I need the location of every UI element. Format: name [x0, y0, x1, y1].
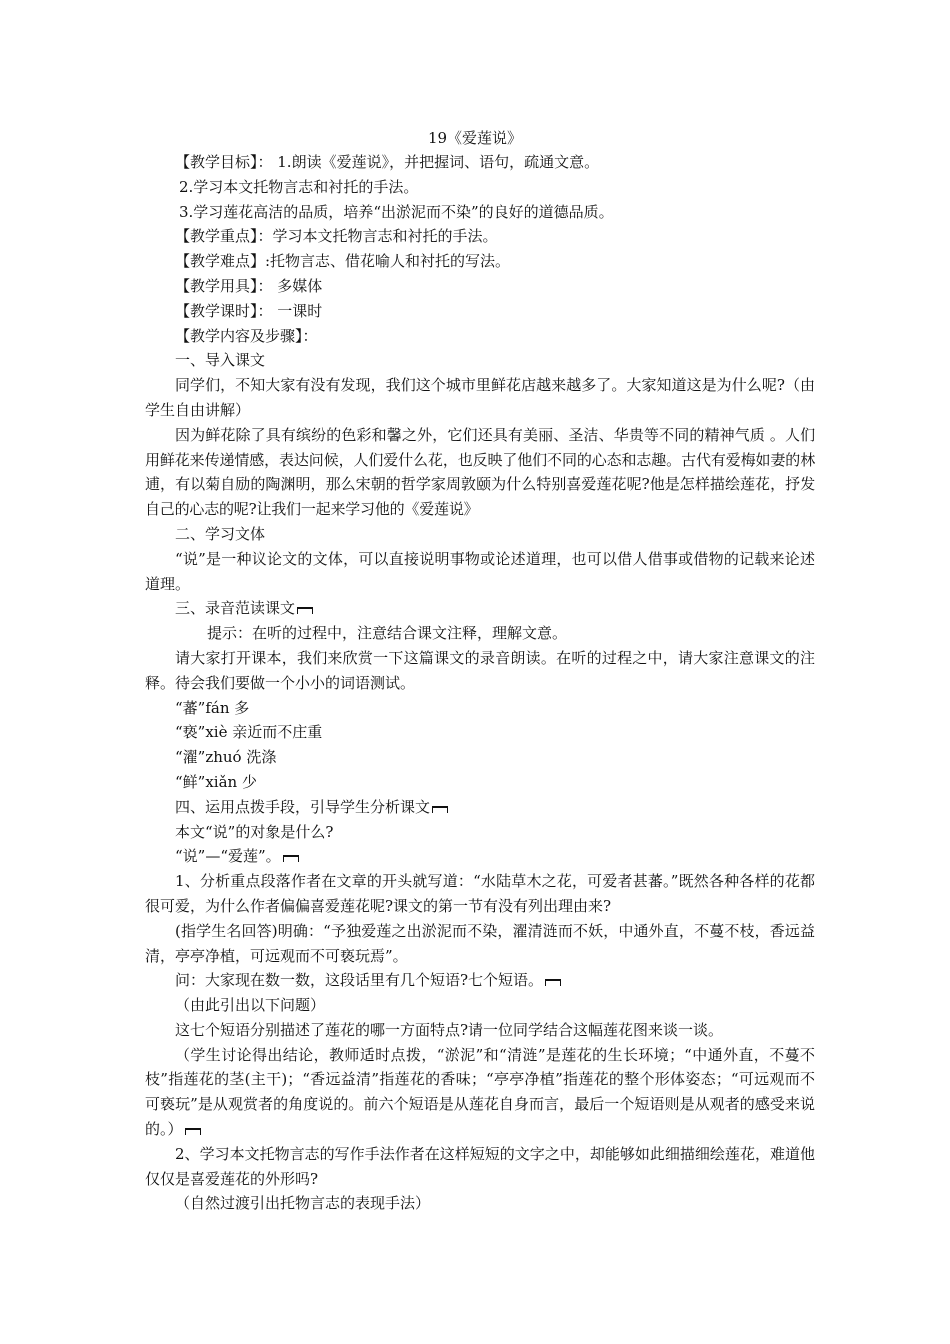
- key-point: 【教学重点】：学习本文托物言志和衬托的手法。: [175, 227, 498, 246]
- content-steps-heading: 【教学内容及步骤】：: [175, 326, 318, 345]
- document-title: 19《爱莲说》: [427, 129, 523, 147]
- anchor-mark: [297, 607, 313, 614]
- document-body: [145, 150, 815, 1216]
- vocab-item: “蕃”fán 多: [175, 698, 250, 717]
- teaching-tools: 【教学用具】： 多媒体: [175, 276, 323, 295]
- objectives-line: 【教学目标】： 1.朗读《爱莲说》，并把握词、语句，疏通文意。: [175, 153, 600, 171]
- section-heading-3-text: 三、录音范读课文: [175, 599, 296, 618]
- count-question: [145, 968, 815, 993]
- discussion-paragraph: [145, 1043, 815, 1142]
- vocab-item: “濯”zhuó 洗涤: [175, 748, 277, 767]
- objective-2: 2.学习本文托物言志和衬托的手法。: [179, 177, 419, 196]
- transition-line: （自然过渡引出托物言志的表现手法）: [175, 1194, 431, 1213]
- section-heading-4: [145, 795, 815, 820]
- analysis-paragraph-2: 2、学习本文托物言志的写作手法作者在这样短短的文字之中，却能够如此细描细绘莲花，难道他仅仅是喜爱莲花的外形吗?: [145, 1144, 815, 1188]
- objective-3: 3.学习莲花高洁的品质，培养“出淤泥而不染”的良好的道德品质。: [179, 202, 614, 221]
- vocab-item: “亵”xiè 亲近而不庄重: [175, 723, 323, 742]
- reading-paragraph: 请大家打开课本，我们来欣赏一下这篇课文的录音朗读。在听的过程之中，请大家注意课文的注释。待会我们要做一个小小的词语测试。: [145, 648, 815, 692]
- answer-line-text: “说”—“爱莲”。: [175, 847, 281, 866]
- lead-in-line: （由此引出以下问题）: [175, 996, 326, 1015]
- phrases-question: 这七个短语分别描述了莲花的哪一方面特点?请一位同学结合这幅莲花图来谈一谈。: [175, 1020, 724, 1039]
- section-heading-2: 二、学习文体: [175, 524, 266, 543]
- flower-paragraph: 因为鲜花除了具有缤纷的色彩和馨之外，它们还具有美丽、圣洁、华贵等不同的精神气质 。人们用鲜花来传递情感，表达问候，人们爱什么花，也反映了他们不同的心态和志趣。古代有爱梅如妻的林逋，有以菊自励的陶渊明，那么宋朝的哲学家周敦颐为什么特别喜爱莲花呢?他是怎样描绘莲花，抒发自己的心志的呢?让我们一起来学习他的《爱莲说》: [145, 425, 815, 519]
- class-hours: 【教学课时】： 一课时: [175, 301, 323, 320]
- section-heading-3: [145, 596, 815, 621]
- section-heading-4-text: 四、运用点拨手段，引导学生分析课文: [175, 797, 431, 816]
- count-question-text: 问：大家现在数一数，这段话里有几个短语?七个短语。: [175, 971, 544, 990]
- anchor-mark: [432, 806, 448, 813]
- vocab-item: “鲜”xiǎn 少: [175, 772, 257, 791]
- anchor-mark: [283, 855, 299, 862]
- analysis-paragraph-1: 1、分析重点段落作者在文章的开头就写道：“水陆草木之花，可爱者甚蕃。”既然各种各样的花都很可爱，为什么作者偏偏喜爱莲花呢?课文的第一节有没有列出理由来?: [145, 872, 815, 915]
- section-heading-1: 一、导入课文: [175, 351, 266, 370]
- anchor-mark: [185, 1128, 201, 1135]
- intro-paragraph: 同学们，不知大家有没有发现，我们这个城市里鲜花店越来越多了。大家知道这是为什么呢?（由学生自由讲解）: [145, 376, 815, 419]
- genre-paragraph: “说”是一种议论文的文体，可以直接说明事物或论述道理，也可以借人借事或借物的记载来论述道理。: [145, 549, 815, 593]
- answer-line: [145, 844, 815, 869]
- discussion-paragraph-text: （学生讨论得出结论，教师适时点拨，“淤泥”和“清涟”是莲花的生长环境；“中通外直，不蔓不枝”指莲花的茎(主干)；“香远益清”指莲花的香味；“亭亭净植”指莲花的整个形体姿态；“可远观而不可亵玩”是从观赏者的角度说的。前六个短语是从莲花自身而言，最后一个短语则是从观者的感受来说的。）: [145, 1045, 815, 1139]
- listening-tip: 提示：在听的过程中，注意结合课文注释，理解文意。: [207, 624, 568, 643]
- anchor-mark: [545, 979, 561, 986]
- answer-paragraph: (指学生名回答)明确：“予独爱莲之出淤泥而不染，濯清涟而不妖，中通外直，不蔓不枝，香远益清，亭亭净植，可远观而不可亵玩焉”。: [145, 921, 815, 965]
- difficult-point: 【教学难点】:托物言志、借花喻人和衬托的写法。: [175, 252, 511, 271]
- question-line: 本文“说”的对象是什么?: [175, 822, 334, 841]
